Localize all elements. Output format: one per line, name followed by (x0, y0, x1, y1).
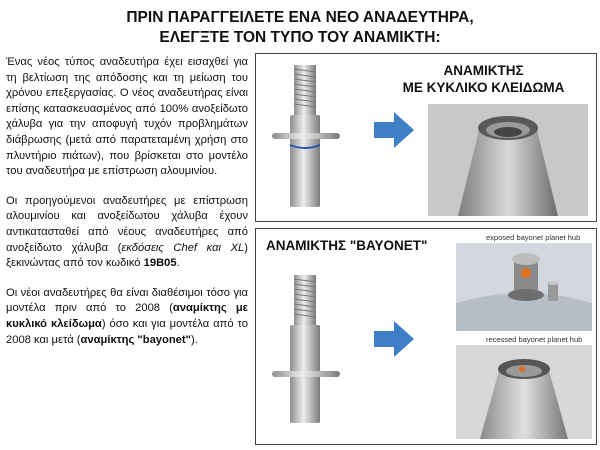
paragraph-2 (6, 194, 248, 272)
arrow-icon (374, 112, 414, 148)
arrow-icon-2 (374, 321, 414, 357)
p2-text-a: Οι προηγούμενοι αναδευτήρες με επίστρωση αλουμινίου και ανοξείδωτου χάλυβα έχουν αντικατασταθεί από νέους αναδευτήρες από ανοξείδωτο χάλυβα ( (6, 194, 248, 254)
p3-bold-1: αναμίκτης με κυκλικό κλείδωμα (6, 302, 248, 330)
p2-text-b: ) ξεκινώντας από τον κωδικό (6, 241, 248, 270)
caption-exposed: exposed bayonet planet hub (486, 233, 581, 242)
p3-text-d: ). (190, 333, 198, 346)
recessed-hub-photo (456, 345, 592, 439)
p2-code: 19B05 (143, 257, 177, 270)
p2-text-c: . (176, 257, 180, 270)
exposed-hub-photo (456, 243, 592, 331)
p2-emphasis: εκδόσεις Chef και XL (121, 241, 245, 254)
title-line-2: ΕΛΕΓΞΤΕ ΤΟΝ ΤΥΠΟ ΤΟΥ ΑΝΑΜΙΚΤΗ: (159, 29, 441, 46)
panel2-title: ΑΝΑΜΙΚΤΗΣ "BAYONET" (266, 238, 428, 253)
round-lock-hub-photo (428, 104, 588, 216)
text-column (6, 55, 248, 362)
shaft-illustration-2 (266, 271, 346, 431)
page-title (0, 8, 600, 48)
p3-text-a: Οι νέοι αναδευτήρες θα είναι διαθέσιμοι τόσο για μοντέλα πριν από το 2008 ( (6, 286, 248, 315)
panel-bayonet (255, 228, 597, 445)
p3-bold-2: αναμίκτης "bayonet" (80, 333, 191, 346)
title-line-1: ΠΡΙΝ ΠΑΡΑΓΓΕΙΛΕΤΕ ΕΝΑ ΝΕΟ ΑΝΑΔΕΥΤΗΡΑ, (126, 9, 474, 26)
panel-round-lock (255, 53, 597, 222)
caption-recessed: recessed bayonet planet hub (486, 335, 583, 344)
paragraph-1: Ένας νέος τύπος αναδευτήρα έχει εισαχθεί για τη βελτίωση της απόδοσης και τη μείωση του χρόνου επεξεργασίας. Ο νέος αναδευτήρας είναι επίσης κατασκευασμένος από 100% ανοξείδωτο χάλυβα για την αποφυγή τυχόν προβλημάτων διάβρωσης (μετά από παρατεταμένη χρήση στο πλυντήριο πιάτων), που βρίσκεται στο μοντέλο του αναδευτήρα με επίστρωση αλουμινίου. (6, 56, 248, 178)
paragraph-3 (6, 286, 248, 348)
panel1-title: ΑΝΑΜΙΚΤΗΣ ΜΕ ΚΥΚΛΙΚΟ ΚΛΕΙΔΩΜΑ (402, 63, 565, 95)
p3-text-c: ) όσο και για μοντέλα από το 2008 και μετά ( (6, 317, 248, 346)
shaft-illustration (266, 59, 346, 217)
